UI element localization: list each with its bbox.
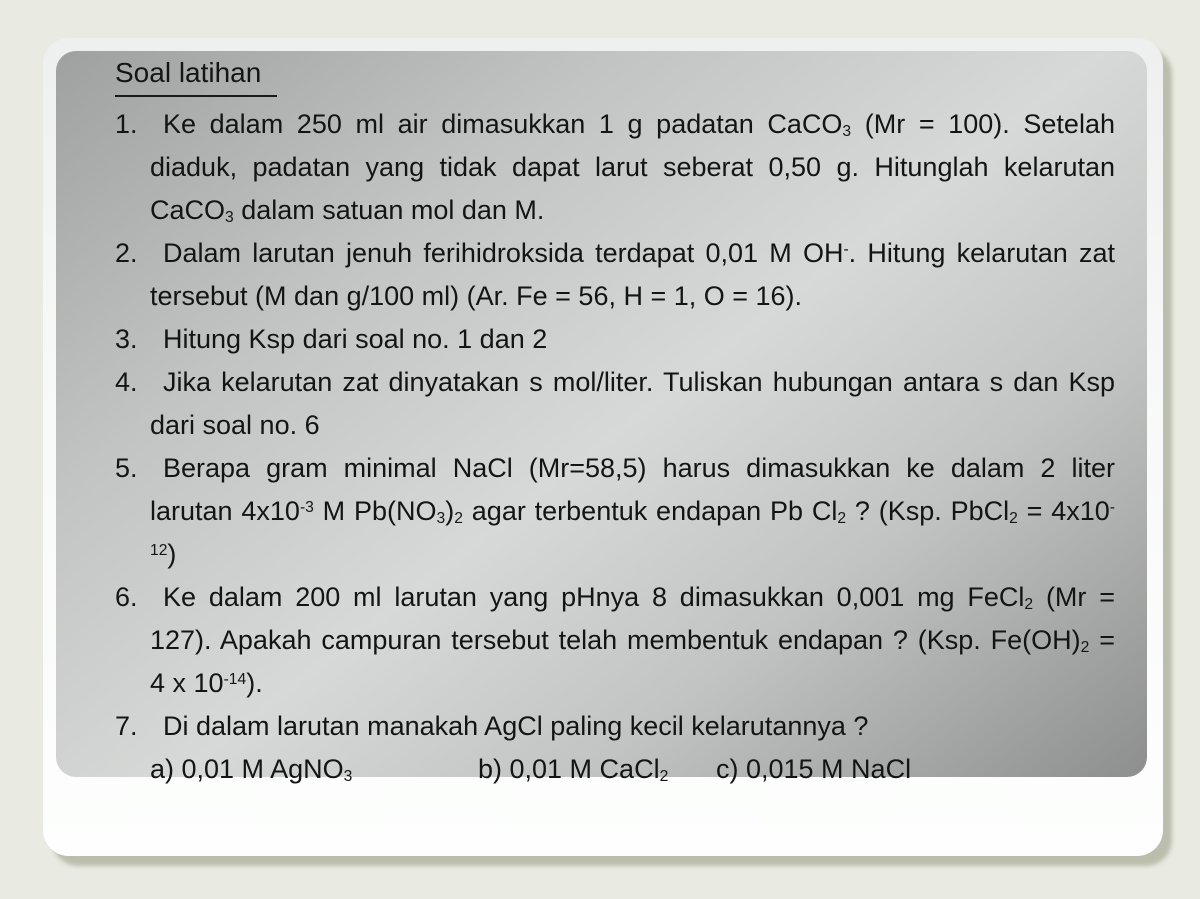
text-run: CaCO [150, 195, 226, 225]
text-run: Hitung Ksp dari soal no. 1 dan 2 [163, 324, 548, 354]
text-run: dalam satuan mol dan M. [233, 195, 545, 225]
question-item-4 [115, 361, 1115, 447]
text-run: . Hitung kelarutan zat [848, 238, 1115, 268]
question-number: 3. [115, 324, 138, 354]
question-number: 1. [115, 109, 138, 139]
text-run: dari soal no. 6 [150, 410, 320, 440]
question-7-line-2 [150, 748, 1115, 791]
question-6-line-1 [150, 576, 1115, 619]
slide-frame [43, 38, 1163, 856]
sup-text: -14 [223, 671, 247, 689]
sub-text: 3 [842, 123, 852, 141]
text-run: larutan 4x10 [150, 496, 300, 526]
question-number: 5. [115, 453, 138, 483]
question-2-line-2 [150, 275, 1115, 318]
question-item-3 [115, 318, 1115, 361]
sup-text: -3 [299, 499, 314, 517]
question-4-line-2 [150, 404, 1115, 447]
sub-text: 2 [454, 510, 463, 528]
question-6-line-3 [150, 662, 1115, 705]
text-run: (Mr = 100). Setelah [851, 109, 1115, 139]
question-item-2 [115, 232, 1115, 318]
text-run: Ke dalam 250 ml air dimasukkan 1 g padatan CaCO [163, 109, 843, 139]
text-run: ) [445, 496, 455, 526]
sub-text: 3 [225, 209, 234, 227]
slide-content [115, 51, 1115, 791]
option-a [150, 748, 478, 791]
sub-text: 2 [1080, 639, 1090, 657]
question-number: 2. [115, 238, 138, 268]
question-item-6 [115, 576, 1115, 705]
question-1-line-1 [150, 103, 1115, 146]
question-number: 4. [115, 367, 138, 397]
text-run: Di dalam larutan manakah AgCl paling kecil kelarutannya ? [163, 711, 869, 741]
text-run: Jika kelarutan zat dinyatakan s mol/liter. Tuliskan hubungan antara s dan Ksp [163, 367, 1115, 397]
text-run: M Pb(NO [313, 496, 437, 526]
text-run: b) 0,01 M CaCl [478, 754, 660, 784]
sub-text: 3 [436, 510, 446, 528]
question-number: 7. [115, 711, 138, 741]
sup-text: - [843, 241, 849, 259]
text-run: ) [167, 539, 177, 569]
option-c [716, 748, 911, 791]
question-1-line-2 [150, 146, 1115, 189]
sub-text: 2 [1024, 596, 1034, 614]
sub-text: 3 [343, 768, 353, 786]
sup-text: - [1109, 499, 1115, 517]
question-number: 6. [115, 582, 138, 612]
question-2-line-1 [150, 232, 1115, 275]
sup-text: 12 [150, 542, 168, 560]
question-5-line-1 [150, 447, 1115, 490]
text-run: 127). Apakah campuran tersebut telah membentuk endapan ? (Ksp. Fe(OH) [150, 625, 1081, 655]
text-run: = [1089, 625, 1115, 655]
question-7-line-1 [150, 705, 1115, 748]
text-run: (Mr = [1033, 582, 1115, 612]
text-run: diaduk, padatan yang tidak dapat larut seberat 0,50 g. Hitunglah kelarutan [150, 152, 1115, 182]
text-run: a) 0,01 M AgNO [150, 754, 344, 784]
sub-text: 2 [837, 510, 847, 528]
question-3-line-1 [150, 318, 1115, 361]
text-run: 4 x 10 [150, 668, 224, 698]
question-item-7 [115, 705, 1115, 791]
question-5-line-2 [150, 490, 1115, 533]
sub-text: 2 [659, 768, 669, 786]
question-item-1 [115, 103, 1115, 232]
question-6-line-2 [150, 619, 1115, 662]
text-run: Berapa gram minimal NaCl (Mr=58,5) harus dimasukkan ke dalam 2 liter [163, 453, 1115, 483]
questions-list [115, 103, 1115, 791]
text-run: ? (Ksp. PbCl [846, 496, 1010, 526]
question-4-line-1 [150, 361, 1115, 404]
question-1-line-3 [150, 189, 1115, 232]
option-b [478, 748, 716, 791]
sub-text: 2 [1009, 510, 1018, 528]
question-item-5 [115, 447, 1115, 576]
text-run: c) 0,015 M NaCl [716, 754, 912, 784]
text-run: agar terbentuk endapan Pb Cl [462, 496, 838, 526]
text-run: = 4x10 [1017, 496, 1110, 526]
slide-title: Soal latihan [115, 51, 277, 97]
text-run: Ke dalam 200 ml larutan yang pHnya 8 dimasukkan 0,001 mg FeCl [163, 582, 1025, 612]
text-run: ). [246, 668, 263, 698]
text-run: tersebut (M dan g/100 ml) (Ar. Fe = 56, H = 1, O = 16). [150, 281, 803, 311]
question-5-line-3 [150, 533, 1115, 576]
text-run: Dalam larutan jenuh ferihidroksida terdapat 0,01 M OH [163, 238, 844, 268]
